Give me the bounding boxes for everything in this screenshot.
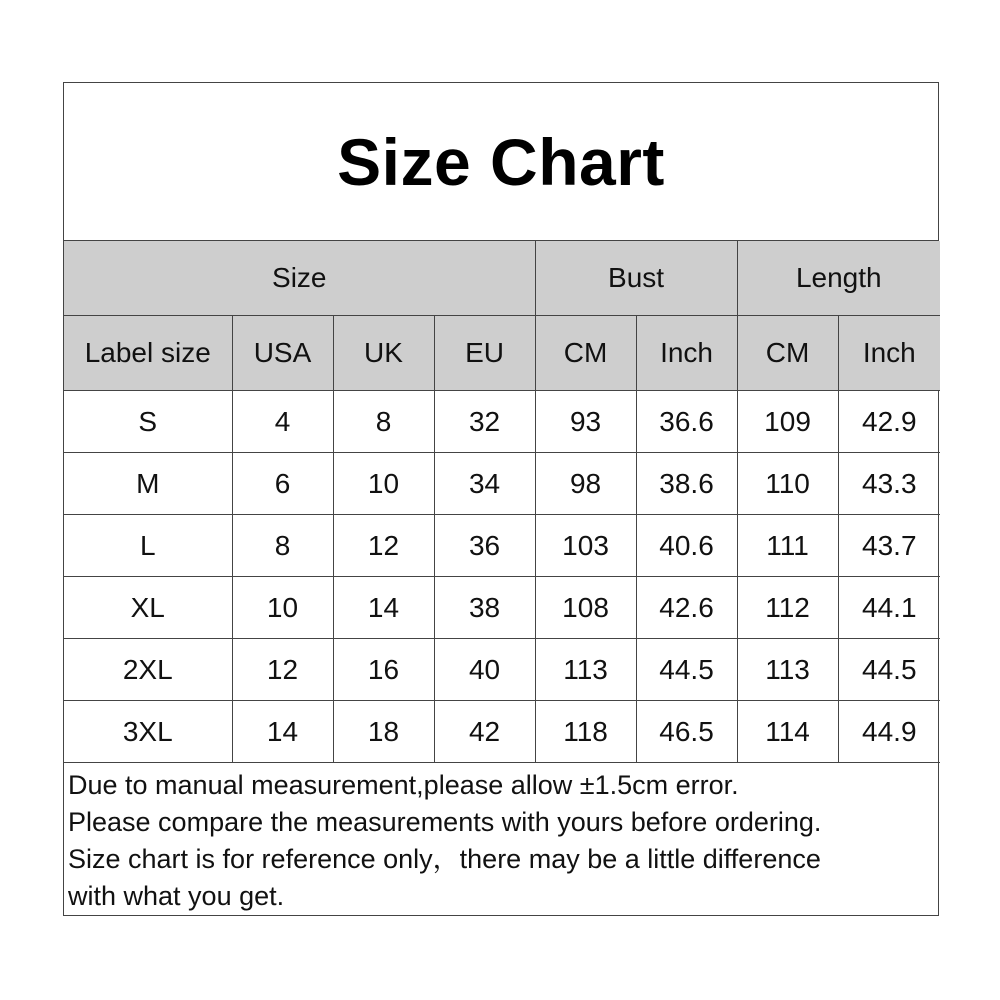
cell-length-cm: 109 [737,391,838,453]
subheader-length-cm: CM [737,316,838,391]
cell-length-inch: 44.9 [838,701,940,763]
table-row [64,701,940,763]
cell-usa: 12 [232,639,333,701]
notes-box [64,763,938,915]
cell-eu: 34 [434,453,535,515]
cell-length-inch: 42.9 [838,391,940,453]
cell-length-cm: 112 [737,577,838,639]
note-line: with what you get. [68,881,285,911]
cell-label-size: M [64,453,232,515]
table-row [64,639,940,701]
subheader-row [64,316,940,391]
cell-bust-cm: 93 [535,391,636,453]
size-chart [63,82,939,916]
header-group-bust: Bust [535,241,737,316]
cell-length-cm: 113 [737,639,838,701]
cell-uk: 10 [333,453,434,515]
cell-label-size: XL [64,577,232,639]
subheader-length-inch: Inch [838,316,940,391]
cell-length-inch: 44.5 [838,639,940,701]
table-row [64,515,940,577]
header-group-row [64,241,940,316]
cell-eu: 38 [434,577,535,639]
cell-usa: 14 [232,701,333,763]
subheader-label-size: Label size [64,316,232,391]
cell-bust-inch: 36.6 [636,391,737,453]
subheader-bust-inch: Inch [636,316,737,391]
cell-bust-inch: 38.6 [636,453,737,515]
note-line: Due to manual measurement,please allow ±1.5cm error. [68,770,739,800]
note-line: Size chart is for reference only，there may be a little difference [68,844,821,874]
cell-eu: 42 [434,701,535,763]
cell-usa: 6 [232,453,333,515]
cell-length-cm: 111 [737,515,838,577]
table-row [64,391,940,453]
subheader-bust-cm: CM [535,316,636,391]
cell-length-inch: 43.3 [838,453,940,515]
cell-bust-cm: 98 [535,453,636,515]
cell-uk: 16 [333,639,434,701]
cell-usa: 8 [232,515,333,577]
cell-bust-inch: 46.5 [636,701,737,763]
subheader-usa: USA [232,316,333,391]
cell-bust-inch: 44.5 [636,639,737,701]
cell-bust-cm: 113 [535,639,636,701]
cell-label-size: 2XL [64,639,232,701]
cell-eu: 36 [434,515,535,577]
cell-length-cm: 110 [737,453,838,515]
cell-uk: 8 [333,391,434,453]
cell-usa: 10 [232,577,333,639]
title-box [64,83,938,241]
cell-uk: 12 [333,515,434,577]
cell-label-size: S [64,391,232,453]
cell-uk: 14 [333,577,434,639]
cell-eu: 40 [434,639,535,701]
cell-uk: 18 [333,701,434,763]
cell-bust-inch: 42.6 [636,577,737,639]
cell-bust-cm: 118 [535,701,636,763]
cell-label-size: 3XL [64,701,232,763]
size-table [64,241,940,763]
cell-length-cm: 114 [737,701,838,763]
cell-bust-cm: 103 [535,515,636,577]
subheader-uk: UK [333,316,434,391]
table-row [64,453,940,515]
table-row [64,577,940,639]
note-line: Please compare the measurements with yours before ordering. [68,807,822,837]
cell-eu: 32 [434,391,535,453]
cell-length-inch: 43.7 [838,515,940,577]
header-group-length: Length [737,241,940,316]
cell-label-size: L [64,515,232,577]
page-title: Size Chart [337,124,665,199]
cell-bust-cm: 108 [535,577,636,639]
cell-usa: 4 [232,391,333,453]
header-group-size: Size [64,241,535,316]
cell-length-inch: 44.1 [838,577,940,639]
cell-bust-inch: 40.6 [636,515,737,577]
subheader-eu: EU [434,316,535,391]
